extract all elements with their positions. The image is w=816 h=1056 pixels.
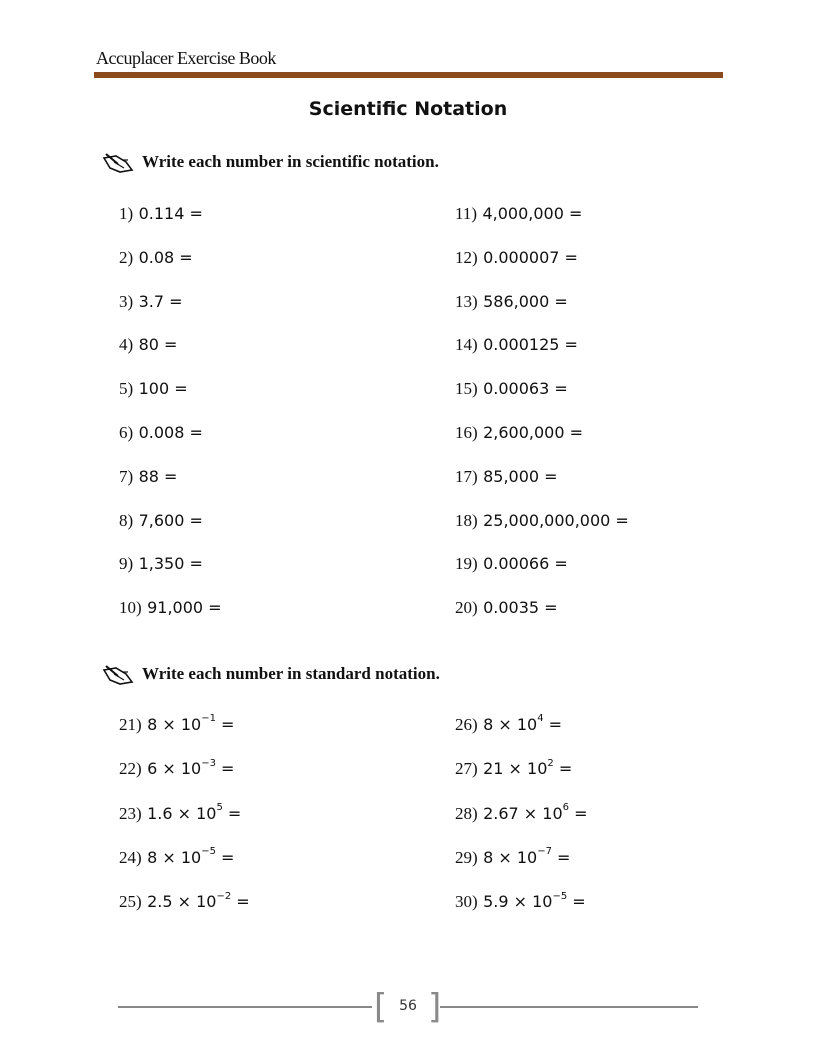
problem-base: 2.67 × 10 — [483, 803, 563, 823]
page-number: 56 — [399, 998, 417, 1014]
problem-item — [119, 292, 183, 312]
problem-number: 12) — [455, 247, 478, 267]
problem-item — [119, 204, 203, 224]
problem-equals: = — [215, 759, 235, 779]
writing-hand-icon — [102, 662, 136, 686]
problem-expression: 586,000 = — [483, 291, 568, 311]
problem-item — [119, 848, 234, 868]
problem-base: 1.6 × 10 — [147, 803, 217, 823]
problem-item — [119, 379, 188, 399]
problem-exponent: 6 — [562, 801, 570, 813]
problem-exponent: 5 — [216, 801, 223, 813]
problem-expression: 7,600 = — [138, 510, 203, 530]
page-title: Scientific Notation — [308, 98, 508, 120]
problem-item — [455, 848, 570, 868]
problem-equals: = — [551, 847, 571, 867]
problem-item — [455, 423, 583, 443]
problem-expression: 0.114 = — [138, 204, 203, 223]
problem-item — [455, 759, 572, 779]
problem-item — [455, 335, 578, 355]
problem-number: 21) — [119, 715, 142, 734]
problem-number: 25) — [119, 892, 142, 912]
problem-equals: = — [569, 803, 588, 823]
problem-item — [455, 248, 578, 268]
problem-exponent: −3 — [201, 757, 216, 769]
problem-expression: 0.000125 = — [483, 335, 578, 355]
book-title: Accuplacer Exercise Book — [96, 48, 276, 68]
problem-number: 4) — [119, 335, 134, 355]
problem-number: 19) — [455, 554, 478, 574]
problem-item — [119, 801, 242, 824]
problem-item — [455, 292, 568, 312]
problem-number: 17) — [455, 466, 478, 486]
problem-expression: 88 = — [138, 466, 178, 486]
instruction-scientific — [102, 150, 439, 174]
problem-number: 8) — [119, 510, 134, 530]
problem-base: 8 × 10 — [147, 715, 202, 734]
problem-number: 3) — [119, 291, 134, 311]
problem-exponent: −5 — [201, 846, 216, 858]
problem-expression: 2,600,000 = — [483, 423, 583, 442]
problem-expression: 0.00063 = — [483, 379, 568, 399]
problem-item — [455, 715, 562, 735]
problem-base: 8 × 10 — [147, 847, 202, 867]
problem-number: 20) — [455, 598, 478, 618]
problem-number: 6) — [119, 423, 134, 442]
footer-bracket-left: [ — [374, 987, 388, 1027]
footer-bracket-right: ] — [428, 987, 442, 1027]
problem-equals: = — [231, 892, 250, 912]
problem-base: 21 × 10 — [483, 759, 548, 779]
problem-item — [119, 467, 177, 487]
problem-number: 10) — [119, 598, 142, 618]
problem-number: 5) — [119, 379, 134, 399]
problem-item — [455, 598, 558, 618]
instruction-text: Write each number in standard notation. — [142, 664, 440, 683]
problem-exponent: −7 — [537, 846, 552, 858]
problem-item — [119, 554, 203, 574]
problem-item — [455, 379, 568, 399]
problem-item — [119, 248, 193, 268]
problem-expression: 0.08 = — [138, 247, 193, 267]
problem-item — [119, 423, 203, 443]
problem-number: 1) — [119, 204, 134, 223]
problem-number: 18) — [455, 510, 478, 530]
problem-number: 15) — [455, 379, 478, 399]
problem-expression: 0.000007 = — [483, 247, 578, 267]
problem-exponent: −2 — [216, 890, 232, 902]
problem-item — [455, 467, 558, 487]
problem-expression: 85,000 = — [483, 466, 558, 486]
problem-expression: 1,350 = — [138, 554, 203, 574]
problem-number: 27) — [455, 759, 478, 779]
problem-item — [455, 511, 629, 531]
problem-item — [119, 715, 234, 735]
problem-item — [455, 892, 586, 912]
problem-exponent: 2 — [547, 757, 554, 769]
problem-number: 7) — [119, 466, 134, 486]
problem-equals: = — [543, 715, 563, 734]
problem-expression: 25,000,000,000 = — [483, 510, 629, 530]
problem-item — [119, 892, 250, 912]
problem-expression: 0.0035 = — [483, 598, 558, 618]
problem-number: 23) — [119, 803, 142, 823]
instruction-text: Write each number in scientific notation. — [142, 152, 439, 171]
problem-number: 26) — [455, 715, 478, 734]
problem-expression: 0.00066 = — [483, 554, 568, 574]
problem-number: 29) — [455, 847, 478, 867]
problem-number: 2) — [119, 247, 134, 267]
problem-expression: 80 = — [138, 335, 178, 355]
problem-number: 24) — [119, 847, 142, 867]
problem-item — [119, 511, 203, 531]
problem-equals: = — [567, 892, 586, 912]
problem-item — [119, 759, 234, 779]
problem-expression: 4,000,000 = — [482, 204, 583, 223]
problem-item — [119, 335, 177, 355]
problem-base: 5.9 × 10 — [483, 892, 553, 912]
problem-expression: 100 = — [138, 379, 188, 399]
problem-expression: 0.008 = — [138, 423, 203, 442]
problem-base: 6 × 10 — [147, 759, 202, 779]
problem-base: 2.5 × 10 — [147, 892, 217, 912]
problem-number: 16) — [455, 423, 478, 442]
problem-exponent: 4 — [537, 713, 544, 725]
problem-item — [455, 554, 568, 574]
header-rule — [94, 72, 723, 78]
problem-equals: = — [222, 803, 242, 823]
problem-number: 14) — [455, 335, 478, 355]
problem-item — [455, 801, 588, 824]
instruction-standard — [102, 662, 440, 686]
problem-number: 9) — [119, 554, 134, 574]
problem-number: 28) — [455, 803, 478, 823]
problem-base: 8 × 10 — [483, 715, 538, 734]
problem-equals: = — [215, 847, 235, 867]
problem-number: 22) — [119, 759, 142, 779]
problem-equals: = — [215, 715, 235, 734]
problem-item — [119, 598, 222, 618]
problem-expression: 3.7 = — [138, 291, 183, 311]
problem-exponent: −1 — [201, 713, 216, 725]
problem-equals: = — [553, 759, 573, 779]
problem-item — [455, 204, 582, 224]
problem-expression: 91,000 = — [147, 598, 222, 618]
problem-number: 11) — [455, 204, 478, 223]
problem-number: 13) — [455, 291, 478, 311]
writing-hand-icon — [102, 150, 136, 174]
problem-base: 8 × 10 — [483, 847, 538, 867]
problem-exponent: −5 — [552, 890, 568, 902]
problem-number: 30) — [455, 892, 478, 912]
